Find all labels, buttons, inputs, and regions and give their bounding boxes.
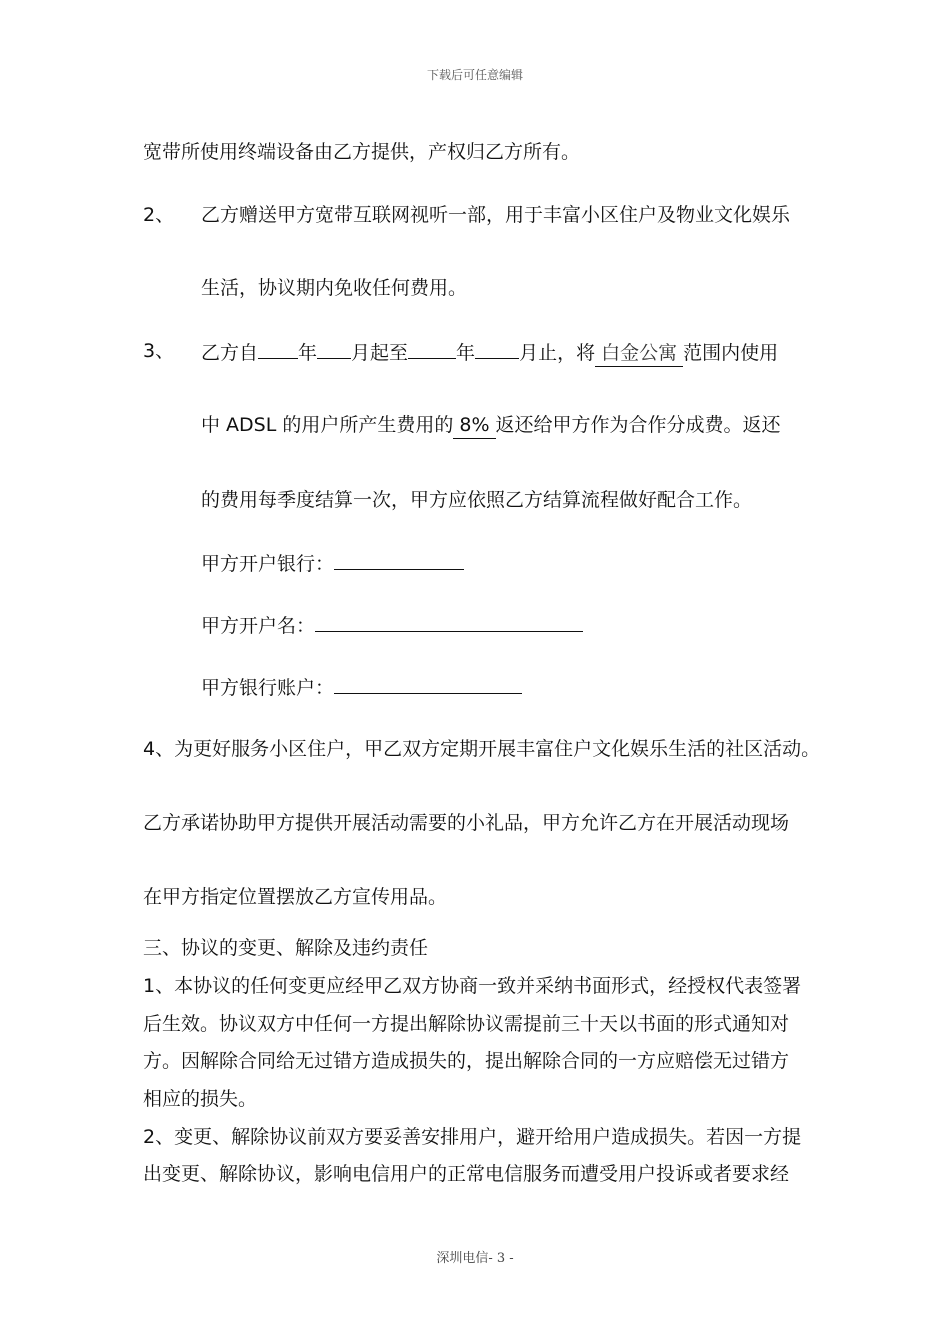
bank-field-row — [201, 549, 464, 577]
item-4-line-3: 在甲方指定位置摆放乙方宣传用品。 — [143, 886, 448, 908]
account-name-blank — [315, 611, 583, 632]
account-name-label: 甲方开户名： — [201, 615, 316, 637]
account-name-field-row — [201, 611, 583, 639]
intro-paragraph: 宽带所使用终端设备由乙方提供，产权归乙方所有。 — [143, 141, 581, 163]
item-3-line-1 — [201, 338, 778, 367]
percent-fill-value: 8% — [453, 412, 495, 439]
item-2-line-1: 乙方赠送甲方宽带互联网视听一部，用于丰富小区住户及物业文化娱乐 — [201, 204, 791, 226]
clause-1-line-4: 相应的损失。 — [143, 1088, 258, 1110]
page-footer: 深圳电信- 3 - — [436, 1251, 514, 1266]
item-3-number: 3、 — [143, 340, 175, 362]
item-4-line-1: 4、为更好服务小区住户，甲乙双方定期开展丰富住户文化娱乐生活的社区活动。 — [143, 738, 821, 760]
item-3-text-until: 月止，将 — [519, 342, 596, 364]
item-4-line-2: 乙方承诺协助甲方提供开展活动需要的小礼品，甲方允许乙方在开展活动现场 — [143, 812, 790, 834]
scope-fill-value: 白金公寓 — [595, 340, 683, 367]
item-3-text-to: 月起至 — [351, 342, 409, 364]
bank-blank — [334, 549, 464, 570]
item-3-text-from: 乙方自 — [201, 342, 259, 364]
item-3-text-adsl: 中 ADSL 的用户所产生费用的 — [201, 414, 454, 436]
start-year-blank — [258, 338, 298, 359]
end-year-blank — [408, 338, 456, 359]
item-3-line-3: 的费用每季度结算一次，甲方应依照乙方结算流程做好配合工作。 — [201, 489, 753, 511]
item-3-text-year-2: 年 — [456, 342, 476, 364]
clause-1-line-3: 方。因解除合同给无过错方造成损失的，提出解除合同的一方应赔偿无过错方 — [143, 1050, 790, 1072]
item-2-line-2: 生活，协议期内免收任何费用。 — [201, 277, 468, 299]
section-3-title: 三、协议的变更、解除及违约责任 — [143, 937, 429, 959]
item-3-text-return: 返还给甲方作为合作分成费。返还 — [495, 414, 781, 436]
bank-label: 甲方开户银行： — [201, 553, 335, 575]
item-2-number: 2、 — [143, 204, 175, 226]
account-number-blank — [334, 673, 522, 694]
clause-1-line-1: 1、本协议的任何变更应经甲乙双方协商一致并采纳书面形式，经授权代表签署 — [143, 975, 802, 997]
item-3-text-scope: 范围内使用 — [683, 342, 779, 364]
account-number-field-row — [201, 673, 522, 701]
item-3-line-2 — [201, 412, 781, 439]
start-month-blank — [317, 338, 351, 359]
clause-1-line-2: 后生效。协议双方中任何一方提出解除协议需提前三十天以书面的形式通知对 — [143, 1013, 790, 1035]
clause-2-line-1: 2、变更、解除协议前双方要妥善安排用户，避开给用户造成损失。若因一方提 — [143, 1126, 802, 1148]
clause-2-line-2: 出变更、解除协议，影响电信用户的正常电信服务而遭受用户投诉或者要求经 — [143, 1163, 790, 1185]
page-header: 下载后可任意编辑 — [426, 68, 523, 82]
item-3-text-year-1: 年 — [298, 342, 318, 364]
end-month-blank — [475, 338, 519, 359]
account-number-label: 甲方银行账户： — [201, 677, 335, 699]
